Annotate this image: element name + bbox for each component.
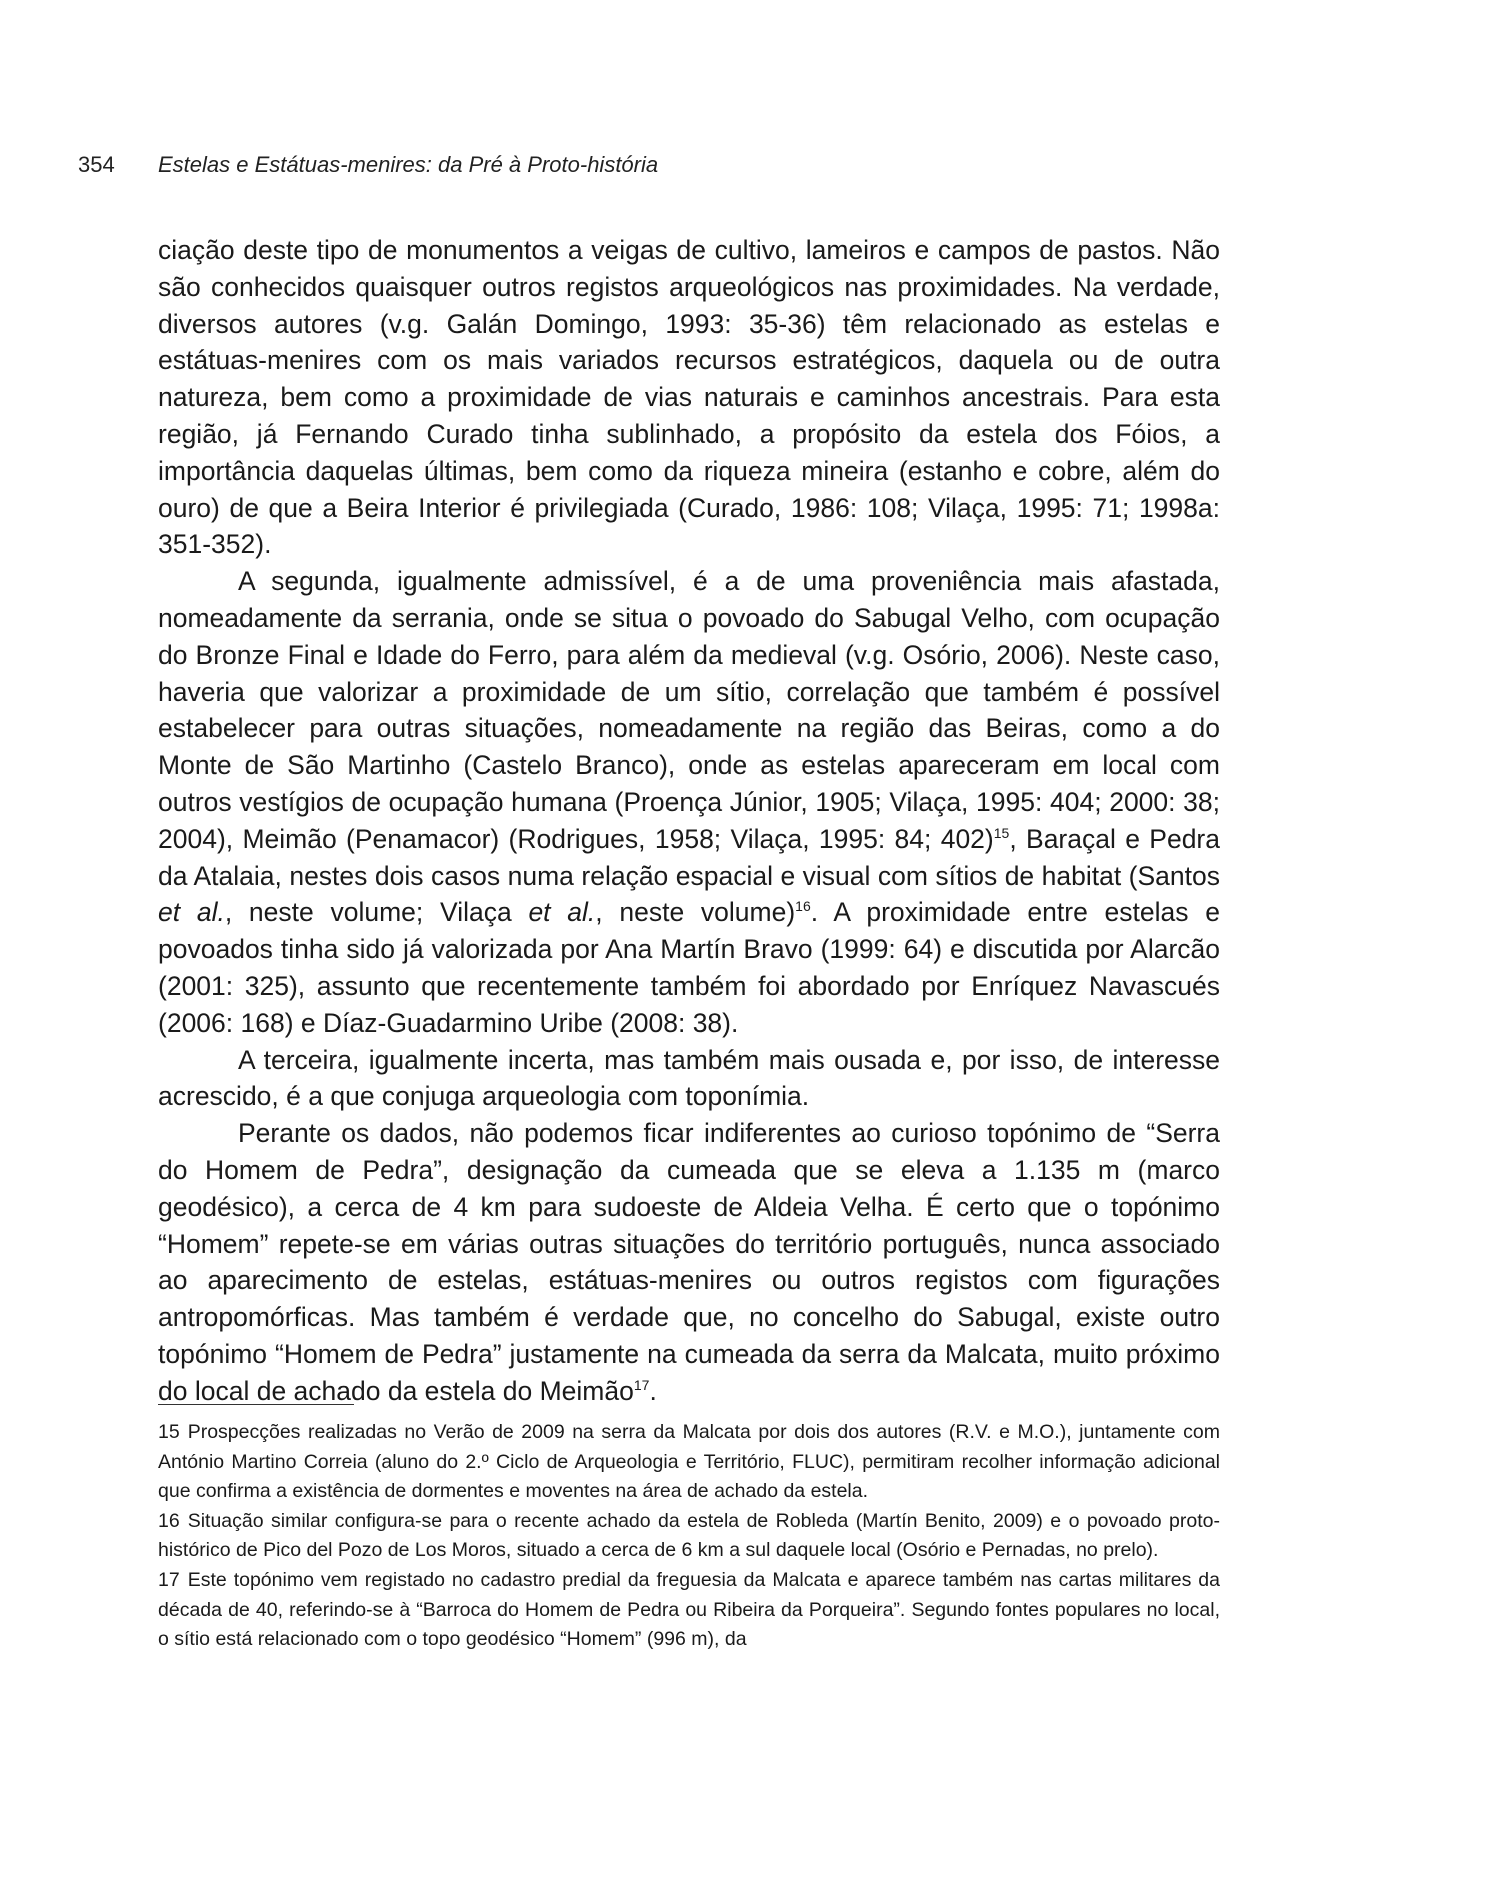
running-title: Estelas e Estátuas-menires: da Pré à Proto-história [158, 152, 659, 177]
footnote-15 [158, 1418, 1220, 1507]
footnote-number: 17 [158, 1568, 180, 1591]
paragraph-2-part-a: A segunda, igualmente admissível, é a de uma proveniência mais afastada, nomeadamente da serrania, onde se situa o povoado do Sabugal Velho, com ocupação do Bronze Final e Idade do Ferro, para além da medieval (v.g. Osório, 2006). Neste caso, haveria que valorizar a proximidade de um sítio, correlação que também é possível estabelecer para outras situações, nomeadamente na região das Beiras, como a do Monte de São Martinho (Castelo Branco), onde as estelas apareceram em local com outros vestígios de ocupação humana (Proença Júnior, 1905; Vilaça, 1995: 404; 2000: 38; 2004), Meimão (Penamacor) (Rodrigues, 1958; Vilaça, 1995: 84; 402) [158, 566, 1220, 854]
footnote-ref-16[interactable]: 16 [795, 898, 811, 915]
paragraph-4 [158, 1115, 1220, 1409]
et-al-2: et al. [528, 897, 596, 928]
footnote-ref-15[interactable]: 15 [993, 824, 1010, 841]
page-header [78, 152, 658, 178]
footnote-ref-17[interactable]: 17 [633, 1376, 650, 1393]
footnote-number: 15 [158, 1421, 180, 1443]
paragraph-4-part-b: . [649, 1375, 657, 1406]
paragraph-2 [158, 563, 1220, 1041]
paragraph-2-part-e: . A proximidade entre estelas e povoados tinha sido já valorizada por Ana Martín Bravo (1999: 64) e discutida por Alarcão (2001: 325), assunto que recentemente também foi abordado por Enríquez Navascués (2006: 168) e Díaz-Guadarmino Uribe (2008: 38). [158, 897, 1220, 1038]
main-text [158, 232, 1220, 1410]
paragraph-1: ciação deste tipo de monumentos a veigas de cultivo, lameiros e campos de pastos. Não são conhecidos quaisquer outros registos arqueológicos nas proximidades. Na verdade, diversos autores (v.g. Galán Domingo, 1993: 35-36) têm relacionado as estelas e estátuas-menires com os mais variados recursos estratégicos, daquela ou de outra natureza, bem como a proximidade de vias naturais e caminhos ancestrais. Para esta região, já Fernando Curado tinha sublinhado, a propósito da estela dos Fóios, a importância daquelas últimas, bem como da riqueza mineira (estanho e cobre, além do ouro) de que a Beira Interior é privilegiada (Curado, 1986: 108; Vilaça, 1995: 71; 1998a: 351-352). [158, 235, 1220, 560]
footnote-17 [158, 1566, 1220, 1655]
footnote-number: 16 [158, 1509, 180, 1532]
paragraph-2-part-d: , neste volume) [595, 897, 796, 928]
footnote-text: Prospecções realizadas no Verão de 2009 na serra da Malcata por dois dos autores (R.V. e M.O.), juntamente com António Martino Correia (aluno do 2.º Ciclo de Arqueologia e Território, FLUC), permitiram recolher informação adicional que confirma a existência de dormentes e moventes na área de achado da estela. [158, 1421, 1220, 1503]
paragraph-2-part-c: , neste volume; Vilaça [224, 897, 529, 928]
paragraph-4-part-a: Perante os dados, não podemos ficar indiferentes ao curioso topónimo de “Serra do Homem de Pedra”, designação da cumeada que se eleva a 1.135 m (marco geodésico), a cerca de 4 km para sudoeste de Aldeia Velha. É certo que o topónimo “Homem” repete-se em várias outras situações do território português, nunca associado ao aparecimento de estelas, estátuas-menires ou outros registos com figurações antropomórficas. Mas também é verdade que, no concelho do Sabugal, existe outro topónimo “Homem de Pedra” justamente na cumeada da serra da Malcata, muito próximo do local de achado da estela do Meimão [158, 1118, 1220, 1406]
footnote-text: Este topónimo vem registado no cadastro predial da freguesia da Malcata e aparece também nas cartas militares da década de 40, referindo-se à “Barroca do Homem de Pedra ou Ribeira da Porqueira”. Segundo fontes populares no local, o sítio está relacionado com o topo geodésico “Homem” (996 m), da [158, 1568, 1220, 1651]
page-number: 354 [78, 152, 115, 177]
paragraph-2-part-b: , Baraçal e Pedra da Atalaia, nestes dois casos numa relação espacial e visual com sítios de habitat (Santos [158, 823, 1220, 891]
et-al-1: et al. [158, 897, 225, 928]
footnote-16 [158, 1507, 1220, 1566]
footnote-text: Situação similar configura-se para o recente achado da estela de Robleda (Martín Benito, 2009) e o povoado proto-histórico de Pico del Pozo de Los Moros, situado a cerca de 6 km a sul daquele local (Osório e Pernadas, no prelo). [158, 1509, 1220, 1562]
paragraph-3: A terceira, igualmente incerta, mas também mais ousada e, por isso, de interesse acrescido, é a que conjuga arqueologia com toponímia. [158, 1044, 1220, 1112]
footnote-separator [158, 1404, 354, 1405]
footnotes [158, 1418, 1220, 1655]
